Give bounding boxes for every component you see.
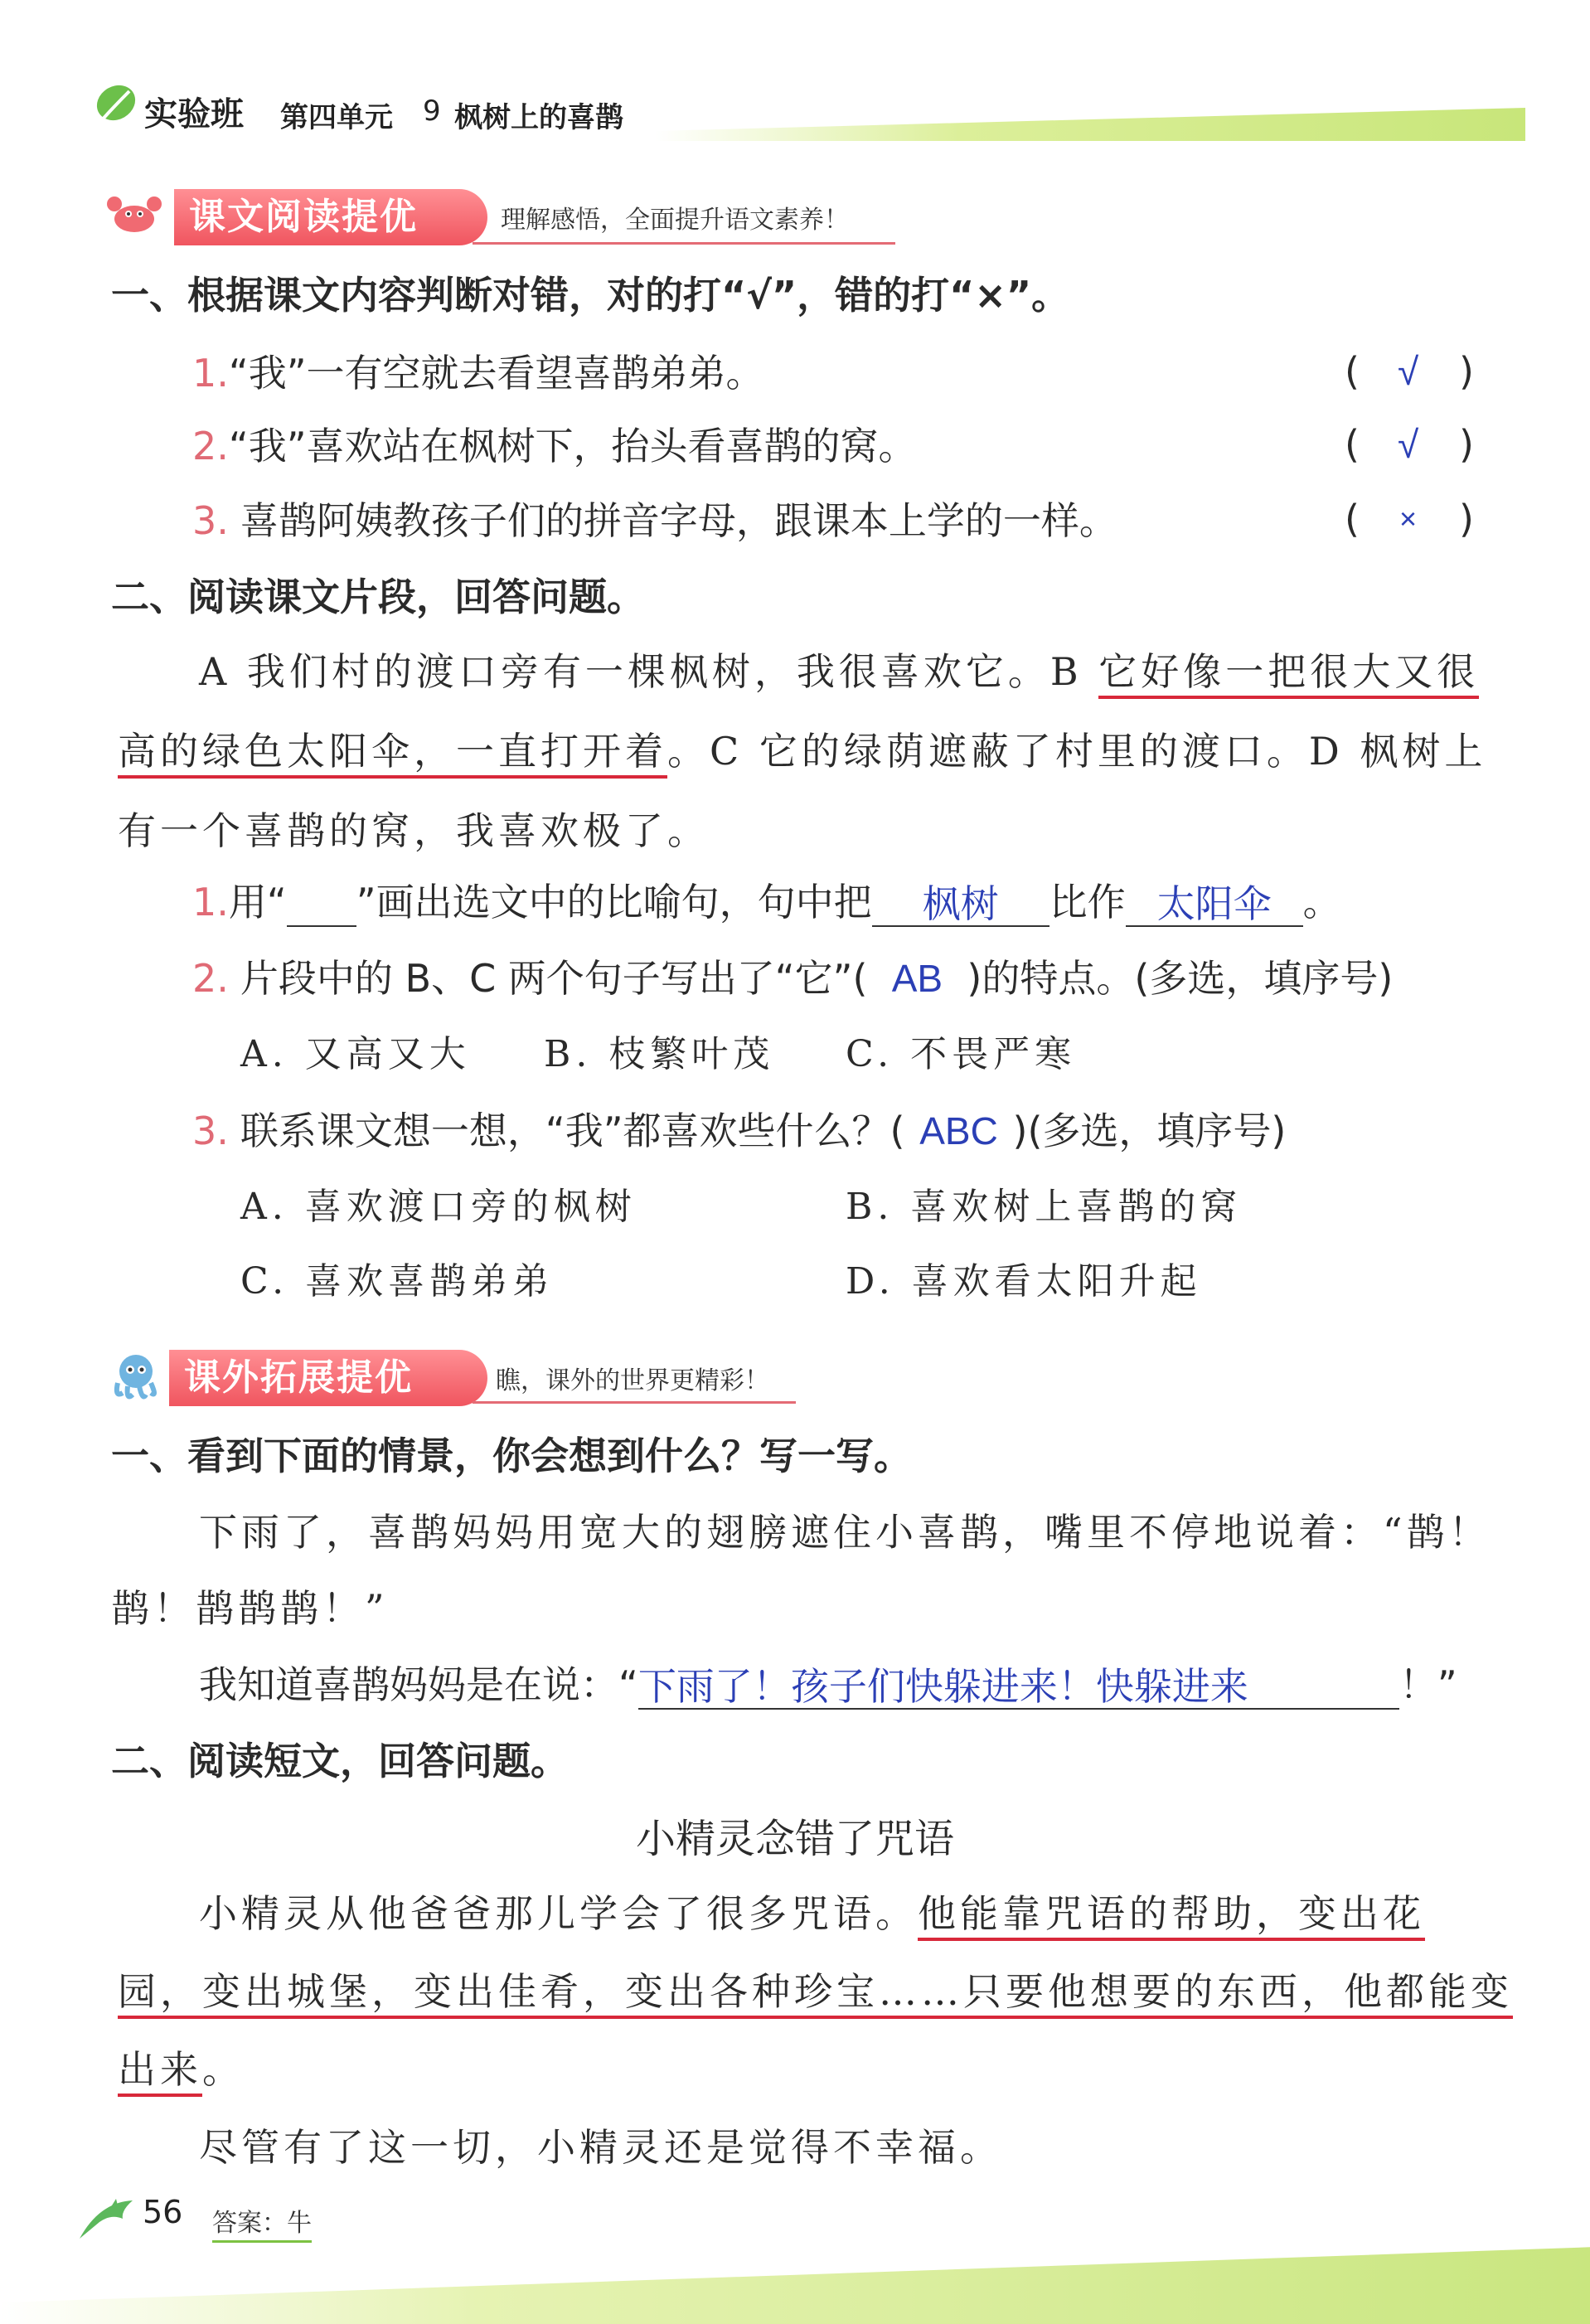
answer-blank-2[interactable]: 太阳伞 <box>1126 882 1303 927</box>
option-c: C. 喜欢喜鹊弟弟 <box>240 1260 555 1303</box>
question-title: 一、看到下面的情景，你会想到什么？写一写。 <box>111 1434 912 1478</box>
question-title: 二、阅读短文，回答问题。 <box>111 1739 569 1783</box>
section-banner-extension: 课外拓展提优 <box>169 1350 487 1406</box>
dolphin-icon <box>75 2194 141 2244</box>
header-band <box>655 108 1525 141</box>
answer-mark: √ <box>1398 423 1419 466</box>
sub-text: 。 <box>1302 880 1341 924</box>
lesson-number: 9 <box>423 95 441 128</box>
passage-text: A 我们村的渡口旁有一棵枫树，我很喜欢它。B <box>199 649 1099 694</box>
item-text: 喜鹊阿姨教孩子们的拼音字母，跟课本上学的一样。 <box>240 498 1117 543</box>
metaphor-underline: 它好像一把很大又很 <box>1098 649 1479 699</box>
sub-number: 2. <box>192 956 229 1001</box>
option-a: A. 喜欢渡口旁的枫树 <box>240 1186 637 1228</box>
write-line <box>199 1660 1457 1710</box>
sub-text: 用“ <box>228 880 287 924</box>
passage-text: 。C 它的绿荫遮蔽了村里的渡口。D 枫树上 <box>667 729 1487 774</box>
sub-question-1 <box>192 877 1341 927</box>
answer-choice[interactable]: AB <box>891 957 943 1000</box>
story-text: 。 <box>202 2047 245 2092</box>
answer-paren-3[interactable]: ( × ) <box>1345 494 1474 544</box>
crab-icon <box>104 192 164 239</box>
item-number: 1. <box>192 351 229 395</box>
item-number: 3. <box>192 498 229 543</box>
underline-blank <box>287 925 356 927</box>
story-title: 小精灵念错了咒语 <box>635 1816 954 1862</box>
story-line-4: 尽管有了这一切，小精灵还是觉得不幸福。 <box>199 2125 1002 2170</box>
sub-number: 1. <box>192 880 229 924</box>
leaf-logo-icon <box>91 81 138 128</box>
write-prompt: 我知道喜鹊妈妈是在说：“ <box>199 1662 638 1707</box>
item-number: 2. <box>192 424 229 468</box>
question-title: 一、根据课文内容判断对错，对的打“√”，错的打“×”。 <box>111 273 1070 318</box>
passage-line-2 <box>118 726 1486 776</box>
answer-paren-2[interactable]: ( √ ) <box>1345 420 1474 469</box>
story-underline: 他能靠咒语的帮助，变出花 <box>918 1891 1425 1941</box>
section-slogan-extension: 瞧，课外的世界更精彩！ <box>496 1366 769 1395</box>
answer-blank-1[interactable]: 枫树 <box>872 882 1049 927</box>
section-slogan-reading: 理解感悟，全面提升语文素养！ <box>501 206 849 235</box>
page-number: 56 <box>143 2194 183 2230</box>
sub-text: )的特点。(多选，填序号) <box>967 956 1394 1001</box>
passage-line-3: 有一个喜鹊的窝，我喜欢极了。 <box>118 808 710 853</box>
write-answer-blank[interactable]: 下雨了！孩子们快躲进来！快躲进来 <box>638 1665 1399 1710</box>
story-line-3 <box>118 2045 245 2094</box>
item-text: “我”喜欢站在枫树下，抬头看喜鹊的窝。 <box>228 424 917 468</box>
option-d: D. 喜欢看太阳升起 <box>846 1260 1202 1303</box>
sub-number: 3. <box>192 1109 229 1153</box>
item-text: “我”一有空就去看望喜鹊弟弟。 <box>228 351 764 395</box>
judge-item-1 <box>192 348 764 398</box>
metaphor-underline: 高的绿色太阳伞，一直打开着 <box>118 729 667 779</box>
slogan-underline <box>473 242 895 245</box>
write-end: ！” <box>1399 1662 1457 1707</box>
answer-choice[interactable]: ABC <box>919 1109 998 1152</box>
story-underline: 出来 <box>118 2047 202 2097</box>
story-text: 小精灵从他爸爸那儿学会了很多咒语。 <box>199 1891 918 1936</box>
answer-mark: × <box>1399 502 1418 536</box>
brand: 实验班 <box>144 95 244 133</box>
sub-question-3 <box>192 1106 1286 1156</box>
option-a: A. 又高又大 <box>240 1033 471 1075</box>
footer-note: 答案：牛 <box>212 2202 312 2243</box>
sub-text: 片段中的 B、C 两个句子写出了“它”( <box>240 956 868 1001</box>
answer-mark: √ <box>1398 350 1419 393</box>
octopus-icon <box>106 1350 166 1403</box>
judge-item-2 <box>192 421 917 471</box>
unit-label: 第四单元 <box>280 101 393 134</box>
option-b: B. 枝繁叶茂 <box>544 1033 775 1075</box>
answer-paren-1[interactable]: ( √ ) <box>1345 347 1474 396</box>
scene-line-1: 下雨了，喜鹊妈妈用宽大的翅膀遮住小喜鹊，嘴里不停地说着：“鹊！ <box>199 1510 1491 1555</box>
sub-text: ”画出选文中的比喻句，句中把 <box>356 880 872 924</box>
passage-line-1 <box>199 647 1479 696</box>
lesson-title: 枫树上的喜鹊 <box>454 101 623 134</box>
section-banner-reading: 课文阅读提优 <box>174 189 487 245</box>
story-line-1 <box>199 1889 1425 1938</box>
story-underline: 园，变出城堡，变出佳肴，变出各种珍宝……只要他想要的东西，他都能变 <box>118 1969 1513 2019</box>
scene-line-2: 鹊！鹊鹊鹊！” <box>111 1586 389 1631</box>
sub-text: 比作 <box>1049 880 1126 924</box>
question-title: 二、阅读课文片段，回答问题。 <box>111 575 645 619</box>
sub-question-2 <box>192 953 1393 1003</box>
story-line-2 <box>118 1967 1513 2016</box>
option-c: C. 不畏严寒 <box>846 1033 1077 1075</box>
slogan-underline <box>473 1401 796 1404</box>
judge-item-3 <box>192 496 1117 546</box>
footer-band <box>0 2239 1590 2324</box>
sub-text: 联系课文想一想，“我”都喜欢些什么？( <box>240 1109 905 1153</box>
sub-text: )(多选，填序号) <box>1012 1109 1287 1153</box>
option-b: B. 喜欢树上喜鹊的窝 <box>846 1186 1243 1228</box>
